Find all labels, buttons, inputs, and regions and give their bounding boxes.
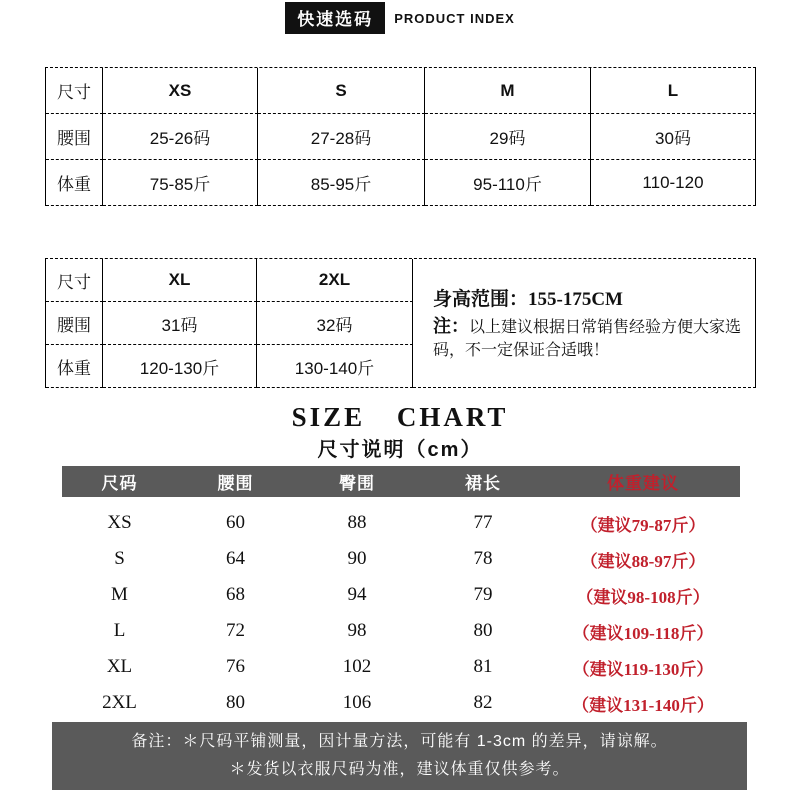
table-row	[46, 259, 756, 302]
size-chart-header-row	[62, 466, 740, 497]
hip-cm: 98	[347, 620, 367, 641]
waist-cm: 76	[226, 656, 245, 677]
size-label: 2XL	[102, 692, 137, 713]
skirt-length-cm: 81	[473, 656, 493, 677]
waist-cm: 64	[226, 548, 245, 569]
note-text: 注：以上建议根据日常销售经验方便大家选码，不一定保证合适哦！	[433, 315, 742, 359]
size-label: M	[111, 584, 128, 605]
corner-label: 尺寸	[46, 68, 103, 114]
size-col-2xl: 2XL	[257, 259, 413, 302]
weight-value: 85-95斤	[258, 160, 425, 206]
hip-cm: 88	[347, 512, 367, 533]
waist-cm: 72	[226, 620, 245, 641]
waist-value: 25-26码	[103, 114, 258, 160]
size-label: XS	[107, 512, 132, 533]
size-label: L	[113, 620, 126, 641]
header-badge: 快速选码	[285, 2, 385, 34]
skirt-length-cm: 77	[473, 512, 493, 533]
size-row-xl	[62, 649, 740, 685]
remark-line-2: ＊发货以衣服尺码为准，建议体重仅供参考。	[229, 760, 570, 778]
waist-value: 27-28码	[258, 114, 425, 160]
waist-row-label: 腰围	[46, 114, 103, 160]
size-row-l	[62, 613, 740, 649]
waist-value: 32码	[257, 302, 413, 345]
waist-row-label: 腰围	[46, 302, 103, 345]
corner-label: 尺寸	[46, 259, 103, 302]
weight-advice: （建议109-118斤）	[572, 623, 714, 643]
table-row	[46, 114, 756, 160]
weight-value: 110-120	[591, 160, 756, 206]
advice-note	[413, 259, 756, 388]
hip-cm: 102	[342, 656, 372, 677]
size-col-l: L	[591, 68, 756, 114]
skirt-length-cm: 79	[473, 584, 493, 605]
weight-value: 120-130斤	[103, 345, 257, 388]
skirt-length-cm: 80	[473, 620, 493, 641]
weight-value: 75-85斤	[103, 160, 258, 206]
note-label: 注：	[433, 315, 469, 336]
size-chart-subtitle: 尺寸说明（cm）	[317, 439, 483, 461]
height-range-text: 身高范围：155-175CM	[433, 288, 623, 310]
skirt-length-cm: 78	[473, 548, 493, 569]
weight-advice: （建议131-140斤）	[572, 695, 714, 715]
weight-advice: （建议88-97斤）	[580, 551, 706, 571]
quick-size-table-1	[45, 67, 756, 206]
size-chart-body	[62, 505, 740, 721]
hip-cm: 94	[347, 584, 367, 605]
hip-cm: 90	[347, 548, 367, 569]
table-row	[46, 160, 756, 206]
weight-row-label: 体重	[46, 160, 103, 206]
weight-advice: （建议98-108斤）	[576, 587, 710, 607]
size-chart-title: SIZE CHART	[291, 402, 509, 432]
remark-line-1: 备注：＊尺码平铺测量，因计量方法，可能有 1-3cm 的差异，请谅解。	[131, 733, 668, 751]
header-subtitle: PRODUCT INDEX	[394, 10, 515, 26]
waist-cm: 60	[226, 512, 245, 533]
skirt-length-cm: 82	[473, 692, 493, 713]
size-col-m: M	[425, 68, 591, 114]
col-header-weight-advice: 体重建议	[607, 474, 679, 493]
size-col-s: S	[258, 68, 425, 114]
hip-cm: 106	[342, 692, 372, 713]
size-label: XL	[106, 656, 133, 677]
waist-cm: 80	[226, 692, 245, 713]
size-row-m	[62, 577, 740, 613]
col-header-waist: 腰围	[217, 474, 254, 493]
size-col-xs: XS	[103, 68, 258, 114]
col-header-hip: 臀围	[339, 474, 375, 493]
table-row	[46, 68, 756, 114]
size-row-s	[62, 541, 740, 577]
page-header	[0, 4, 800, 32]
waist-value: 31码	[103, 302, 257, 345]
waist-value: 30码	[591, 114, 756, 160]
size-col-xl: XL	[103, 259, 257, 302]
waist-cm: 68	[226, 584, 245, 605]
col-header-skirt-length: 裙长	[465, 474, 501, 493]
weight-value: 95-110斤	[425, 160, 591, 206]
remark-band	[52, 722, 747, 790]
col-header-size: 尺码	[101, 474, 138, 493]
weight-advice: （建议79-87斤）	[580, 515, 706, 535]
size-row-xs	[62, 505, 740, 541]
size-label: S	[114, 548, 125, 569]
size-row-2xl	[62, 685, 740, 721]
weight-value: 130-140斤	[257, 345, 413, 388]
weight-row-label: 体重	[46, 345, 103, 388]
weight-advice: （建议119-130斤）	[572, 659, 714, 679]
waist-value: 29码	[425, 114, 591, 160]
quick-size-table-2	[45, 258, 756, 388]
